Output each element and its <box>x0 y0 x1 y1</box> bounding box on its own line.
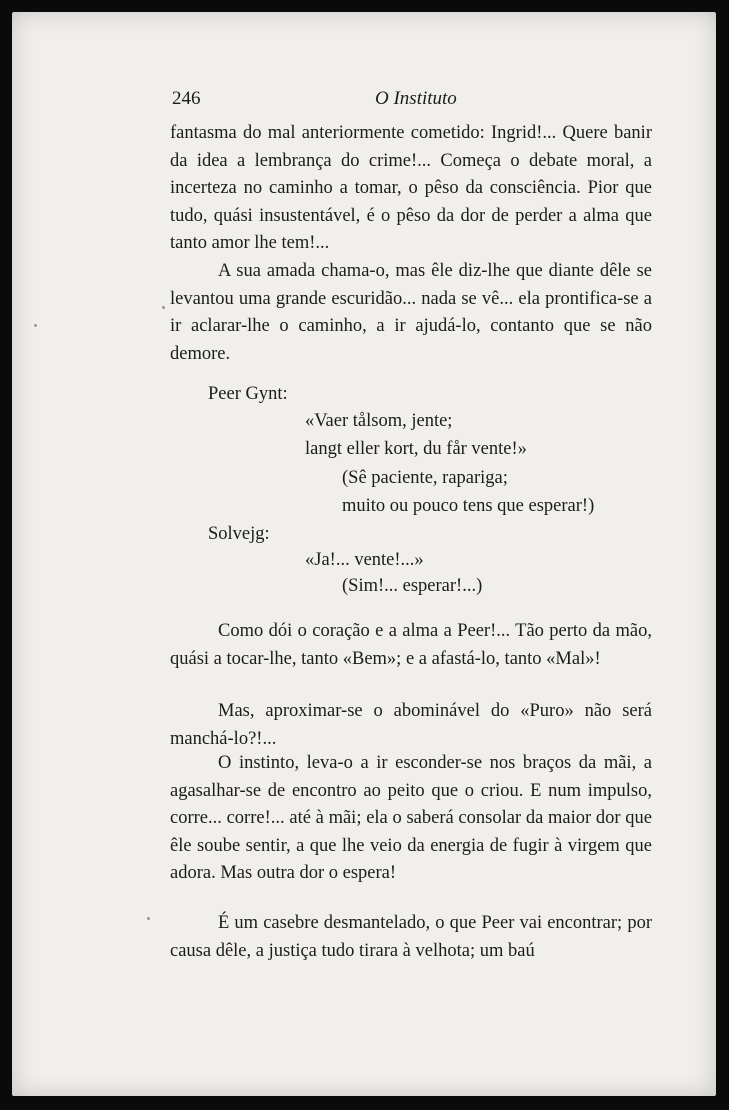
paragraph-1: fantasma do mal anteriormente cometido: Ingrid!... Quere banir da idea a lembrança do crime!... Começa o debate moral, a incerteza no caminho a tomar, o pêso da consciência. Pior que tudo, quási insustentável, é o pêso da dor de perder a alma que tanto amor lhe tem!... <box>170 123 652 253</box>
paper-speck <box>34 324 37 327</box>
book-page <box>12 12 716 1096</box>
translation-line: (Sê paciente, rapariga; <box>342 468 508 488</box>
paper-speck <box>162 306 165 309</box>
paragraph-2: A sua amada chama-o, mas êle diz-lhe que diante dêle se levantou uma grande escuridão... nada se vê... ela prontifica-se a ir aclarar-lhe o caminho, a ir ajudá-lo, contanto que se não demore. <box>170 261 652 364</box>
paper-speck <box>147 917 150 920</box>
page-number: 246 <box>172 88 201 109</box>
speaker-solvejg: Solvejg: <box>208 524 270 544</box>
speaker-peer-gynt: Peer Gynt: <box>208 384 288 404</box>
paragraph-3: Como dói o coração e a alma a Peer!... Tão perto da mão, quási a tocar-lhe, tanto «Bem»; e a afastá-lo, tanto «Mal»! <box>170 621 652 669</box>
paragraph-4: Mas, aproximar-se o abominável do «Puro» não será manchá-lo?!... <box>170 701 652 749</box>
verse-line: «Vaer tålsom, jente; <box>305 411 453 431</box>
paragraph-6: É um casebre desmantelado, o que Peer vai encontrar; por causa dêle, a justiça tudo tirara à velhota; um baú <box>170 913 652 961</box>
verse-line: langt eller kort, du får vente!» <box>305 439 527 459</box>
verse-line: «Ja!... vente!...» <box>305 550 424 570</box>
translation-line: muito ou pouco tens que esperar!) <box>342 496 595 516</box>
running-title: O Instituto <box>375 88 457 109</box>
paragraph-5: O instinto, leva-o a ir esconder-se nos braços da mãi, a agasalhar-se de encontro ao peito que o criou. E num impulso, corre... corre!... até à mãi; ela o saberá consolar da maior dor que êle soube sentir, a que lhe veio da energia de fugir à virgem que adora. Mas outra dor o espera! <box>170 753 652 883</box>
translation-line: (Sim!... esperar!...) <box>342 576 483 596</box>
